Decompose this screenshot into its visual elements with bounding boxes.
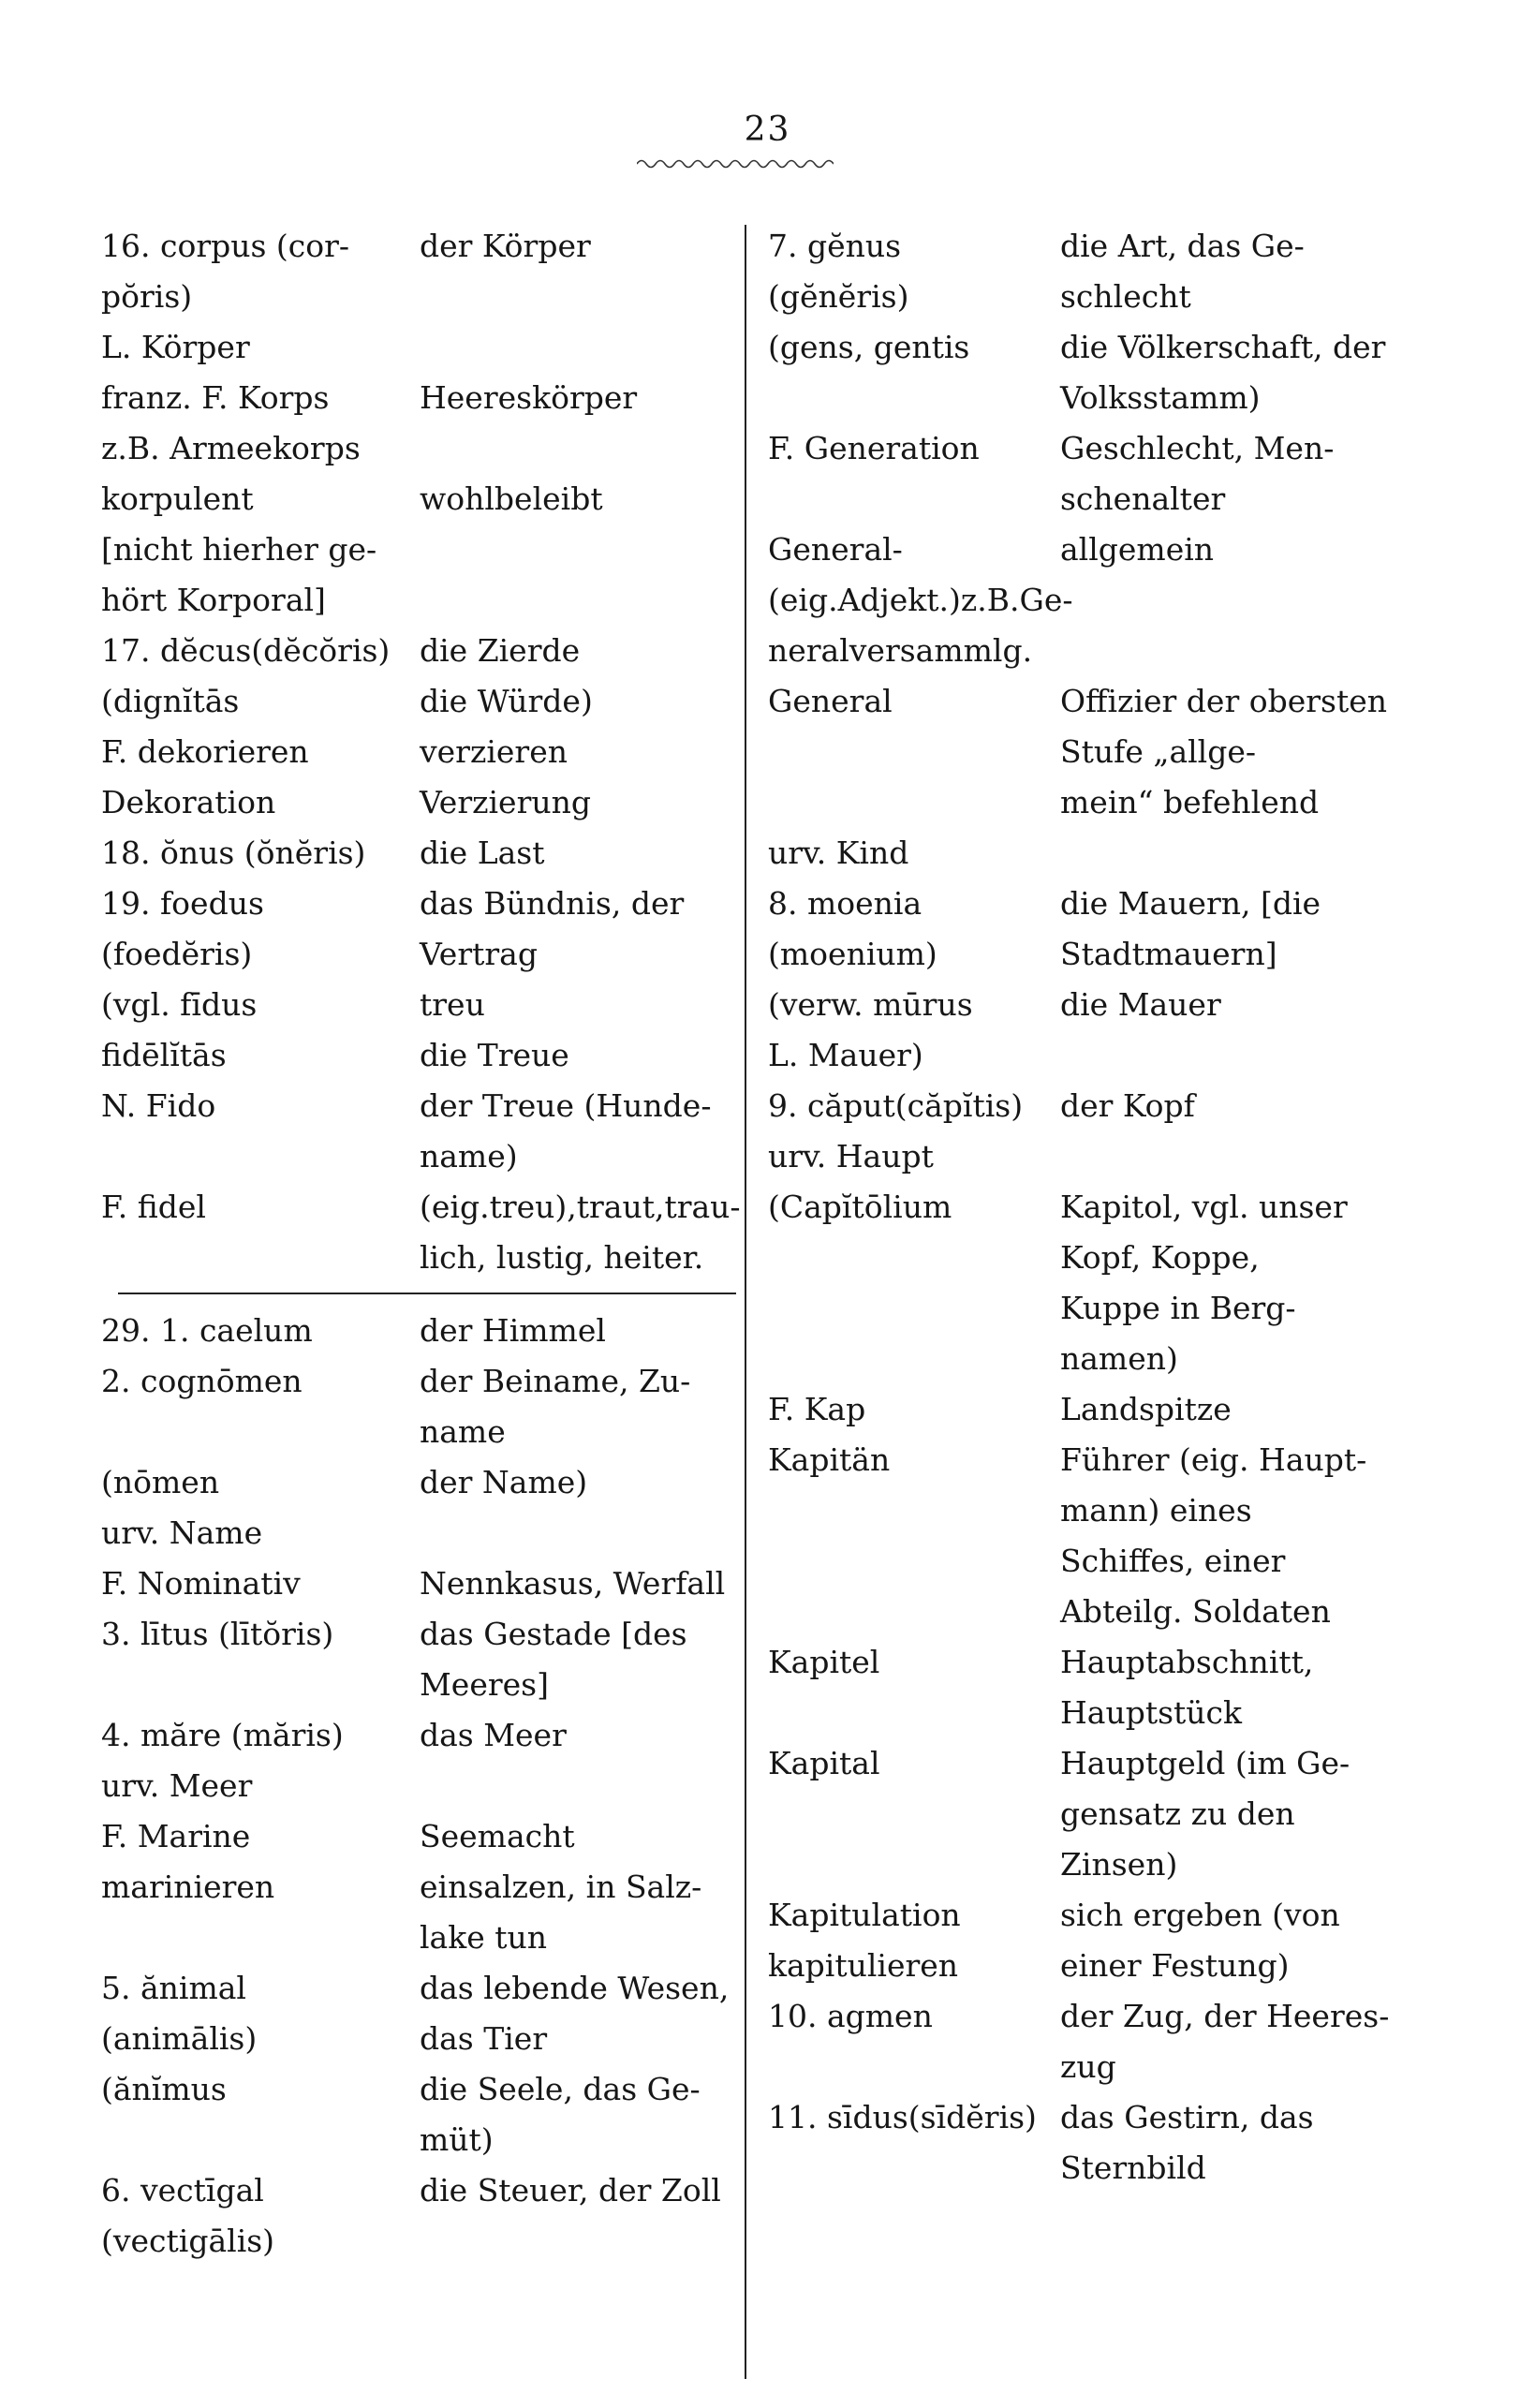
german-meaning: Volksstamm) <box>1060 379 1261 416</box>
dictionary-row <box>768 1435 1508 1485</box>
dictionary-row <box>101 777 738 828</box>
dictionary-row <box>101 1457 738 1508</box>
dictionary-row <box>101 980 738 1030</box>
dictionary-row <box>101 1131 738 1182</box>
german-meaning: der Kopf <box>1060 1087 1195 1124</box>
latin-term: 11. sīdus(sīdĕris) <box>768 2099 1037 2135</box>
latin-term: 5. ănimal <box>101 1970 246 2006</box>
latin-term: 4. măre (măris) <box>101 1717 344 1753</box>
german-meaning: müt) <box>420 2121 494 2158</box>
decorative-wave-rule <box>637 157 834 170</box>
german-meaning: Hauptgeld (im Ge- <box>1060 1745 1351 1781</box>
left-column <box>101 221 741 2267</box>
latin-term: Kapitulation <box>768 1897 961 1933</box>
german-meaning: Meeres] <box>420 1666 549 1703</box>
dictionary-row <box>768 828 1508 879</box>
dictionary-row <box>768 980 1508 1030</box>
latin-term: urv. Name <box>101 1514 263 1551</box>
german-meaning: Nennkasus, Werfall <box>420 1565 726 1602</box>
dictionary-row <box>768 727 1508 777</box>
german-meaning: Offizier der obersten <box>1060 683 1387 719</box>
german-meaning: mein“ befehlend <box>1060 784 1320 820</box>
german-meaning: Abteilg. Soldaten <box>1060 1593 1331 1630</box>
latin-term: 29. 1. caelum <box>101 1312 313 1349</box>
latin-term: kapitulieren <box>768 1947 959 1984</box>
german-meaning: die Völkerschaft, der <box>1060 329 1386 365</box>
german-meaning: Kopf, Koppe, <box>1060 1239 1260 1276</box>
german-meaning: Stadtmauern] <box>1060 936 1277 972</box>
german-meaning: Hauptstück <box>1060 1694 1243 1731</box>
german-meaning: schenalter <box>1060 480 1226 517</box>
german-meaning: der Himmel <box>420 1312 606 1349</box>
dictionary-row <box>101 524 738 575</box>
latin-term: urv. Kind <box>768 835 909 871</box>
german-meaning: die Seele, das Ge- <box>420 2071 701 2107</box>
dictionary-row <box>768 1839 1508 1890</box>
dictionary-row <box>101 879 738 929</box>
dictionary-row <box>101 1862 738 1913</box>
german-meaning: die Steuer, der Zoll <box>420 2172 721 2209</box>
dictionary-row <box>101 1963 738 2014</box>
german-meaning: treu <box>420 986 485 1023</box>
german-meaning: die Würde) <box>420 683 593 719</box>
dictionary-row <box>768 1283 1508 1334</box>
dictionary-row <box>101 727 738 777</box>
dictionary-row <box>101 1306 738 1356</box>
latin-term: (gĕnĕris) <box>768 278 909 315</box>
latin-term: 9. căput(căpĭtis) <box>768 1087 1024 1124</box>
dictionary-row <box>101 1559 738 1609</box>
dictionary-row <box>768 474 1508 524</box>
german-meaning: Sternbild <box>1060 2149 1206 2186</box>
latin-term: korpulent <box>101 480 254 517</box>
latin-term: (Capĭtōlium <box>768 1189 952 1225</box>
dictionary-row <box>101 423 738 474</box>
latin-term: (moenium) <box>768 936 937 972</box>
german-meaning: zug <box>1060 2048 1116 2085</box>
right-column <box>768 221 1508 2194</box>
latin-term: marinieren <box>101 1869 275 1905</box>
dictionary-row <box>768 1536 1508 1587</box>
german-meaning: die Art, das Ge- <box>1060 228 1305 264</box>
dictionary-row <box>768 879 1508 929</box>
dictionary-row <box>101 2165 738 2216</box>
dictionary-row <box>768 1485 1508 1536</box>
dictionary-row <box>101 626 738 676</box>
dictionary-row <box>768 1384 1508 1435</box>
latin-term: (ănĭmus <box>101 2071 227 2107</box>
dictionary-row <box>768 1182 1508 1233</box>
german-meaning: der Treue (Hunde- <box>420 1087 712 1124</box>
latin-term: 6. vectīgal <box>101 2172 264 2209</box>
dictionary-row <box>101 1609 738 1660</box>
latin-term: neralversammlg. <box>768 632 1033 669</box>
dictionary-row <box>101 2115 738 2165</box>
german-meaning: verzieren <box>420 733 568 770</box>
dictionary-row <box>768 1789 1508 1839</box>
latin-term: 16. corpus (cor- <box>101 228 350 264</box>
latin-term: F. Marine <box>101 1818 251 1854</box>
german-meaning: der Name) <box>420 1464 588 1500</box>
dictionary-row <box>101 2014 738 2064</box>
dictionary-row <box>101 373 738 423</box>
latin-term: z.B. Armeekorps <box>101 430 361 466</box>
german-meaning: das Meer <box>420 1717 567 1753</box>
latin-term: urv. Meer <box>101 1767 253 1804</box>
dictionary-row <box>101 1710 738 1761</box>
dictionary-row <box>768 777 1508 828</box>
german-meaning: die Mauern, [die <box>1060 885 1321 922</box>
latin-term: General <box>768 683 893 719</box>
german-meaning: die Treue <box>420 1037 569 1073</box>
dictionary-row <box>768 929 1508 980</box>
latin-term: (animālis) <box>101 2020 258 2057</box>
dictionary-row <box>101 676 738 727</box>
dictionary-row <box>101 1407 738 1457</box>
dictionary-row <box>768 2092 1508 2143</box>
latin-term: F. dekorieren <box>101 733 309 770</box>
dictionary-row <box>101 474 738 524</box>
latin-term: L. Körper <box>101 329 250 365</box>
german-meaning: die Last <box>420 835 545 871</box>
dictionary-row <box>101 1182 741 1233</box>
german-meaning: (eig.treu),traut,trau- <box>420 1189 741 1225</box>
dictionary-row <box>768 1941 1508 1991</box>
german-meaning: Kuppe in Berg- <box>1060 1290 1296 1326</box>
latin-term: F. Nominativ <box>101 1565 301 1602</box>
german-meaning: das lebende Wesen, <box>420 1970 730 2006</box>
dictionary-row <box>768 1738 1508 1789</box>
german-meaning: mann) eines <box>1060 1492 1252 1529</box>
german-meaning: lake tun <box>420 1919 548 1956</box>
dictionary-row <box>101 828 738 879</box>
dictionary-row <box>768 1030 1508 1081</box>
dictionary-row <box>768 221 1508 272</box>
latin-term: General- <box>768 531 903 568</box>
dictionary-row <box>101 929 738 980</box>
dictionary-row <box>101 1761 738 1811</box>
dictionary-row <box>101 2216 738 2267</box>
dictionary-row <box>768 1587 1508 1637</box>
german-meaning: das Bündnis, der <box>420 885 685 922</box>
german-meaning: der Beiname, Zu- <box>420 1363 691 1399</box>
dictionary-row <box>101 1811 738 1862</box>
german-meaning: die Mauer <box>1060 986 1221 1023</box>
dictionary-row <box>768 373 1508 423</box>
dictionary-row <box>768 575 1508 626</box>
dictionary-row <box>101 1030 738 1081</box>
german-meaning: das Tier <box>420 2020 548 2057</box>
latin-term: (vectigālis) <box>101 2223 275 2259</box>
dictionary-row <box>101 322 738 373</box>
latin-term: Kapitel <box>768 1644 880 1680</box>
dictionary-row <box>768 1131 1508 1182</box>
dictionary-row <box>768 1334 1508 1384</box>
german-meaning: lich, lustig, heiter. <box>420 1239 704 1276</box>
latin-term: 7. gĕnus <box>768 228 902 264</box>
dictionary-row <box>768 2143 1508 2194</box>
latin-term: L. Mauer) <box>768 1037 923 1073</box>
latin-term: (verw. mūrus <box>768 986 973 1023</box>
latin-term: 2. cognōmen <box>101 1363 303 1399</box>
latin-term: franz. F. Korps <box>101 379 330 416</box>
german-meaning: Schiffes, einer <box>1060 1543 1286 1579</box>
german-meaning: name <box>420 1413 506 1450</box>
dictionary-row <box>768 524 1508 575</box>
column-divider <box>745 225 746 2379</box>
german-meaning: Vertrag <box>420 936 538 972</box>
dictionary-row <box>101 1660 738 1710</box>
latin-term: Kapital <box>768 1745 880 1781</box>
german-meaning: sich ergeben (von <box>1060 1897 1340 1933</box>
latin-term: (eig.Adjekt.)z.B.Ge- <box>768 582 1073 618</box>
german-meaning: Heereskörper <box>420 379 638 416</box>
section-separator <box>118 1293 736 1294</box>
dictionary-row <box>101 1508 738 1559</box>
dictionary-row <box>101 272 738 322</box>
latin-term: 19. foedus <box>101 885 264 922</box>
latin-term: (nōmen <box>101 1464 220 1500</box>
latin-term: (vgl. fīdus <box>101 986 258 1023</box>
dictionary-row <box>101 1356 738 1407</box>
dictionary-row <box>768 1890 1508 1941</box>
dictionary-row <box>768 272 1508 322</box>
german-meaning: Stufe „allge- <box>1060 733 1257 770</box>
german-meaning: der Körper <box>420 228 591 264</box>
dictionary-row <box>768 322 1508 373</box>
dictionary-row <box>768 423 1508 474</box>
german-meaning: schlecht <box>1060 278 1191 315</box>
dictionary-row <box>768 1637 1508 1688</box>
dictionary-row <box>101 221 738 272</box>
german-meaning: gensatz zu den <box>1060 1795 1295 1832</box>
latin-term: fidēlĭtās <box>101 1037 227 1073</box>
latin-term: Dekoration <box>101 784 276 820</box>
german-meaning: das Gestade [des <box>420 1616 687 1652</box>
dictionary-row <box>768 1688 1508 1738</box>
dictionary-row <box>768 2042 1508 2092</box>
dictionary-row <box>768 1081 1508 1131</box>
german-meaning: wohlbeleibt <box>420 480 603 517</box>
german-meaning: Führer (eig. Haupt- <box>1060 1441 1367 1478</box>
german-meaning: der Zug, der Heeres- <box>1060 1998 1390 2034</box>
page-number: 23 <box>744 111 791 149</box>
latin-term: 17. dĕcus(dĕcŏris) <box>101 632 391 669</box>
german-meaning: Verzierung <box>420 784 591 820</box>
german-meaning: allgemein <box>1060 531 1215 568</box>
german-meaning: Zinsen) <box>1060 1846 1178 1883</box>
latin-term: (foedĕris) <box>101 936 253 972</box>
german-meaning: Kapitol, vgl. unser <box>1060 1189 1348 1225</box>
latin-term: 3. lītus (lītŏris) <box>101 1616 334 1652</box>
german-meaning: das Gestirn, das <box>1060 2099 1314 2135</box>
german-meaning: die Zierde <box>420 632 581 669</box>
latin-term: urv. Haupt <box>768 1138 934 1174</box>
latin-term: F. fidel <box>101 1189 206 1225</box>
german-meaning: Hauptabschnitt, <box>1060 1644 1314 1680</box>
dictionary-row <box>768 1233 1508 1283</box>
latin-term: hört Korporal] <box>101 582 326 618</box>
latin-term: pŏris) <box>101 278 193 315</box>
latin-term: Kapitän <box>768 1441 891 1478</box>
latin-term: (gens, gentis <box>768 329 970 365</box>
german-meaning: name) <box>420 1138 518 1174</box>
dictionary-row <box>768 1991 1508 2042</box>
german-meaning: Geschlecht, Men- <box>1060 430 1335 466</box>
dictionary-row <box>768 626 1508 676</box>
latin-term: 18. ŏnus (ŏnĕris) <box>101 835 366 871</box>
latin-term: (dignĭtās <box>101 683 240 719</box>
dictionary-row <box>101 1233 738 1283</box>
latin-term: N. Fido <box>101 1087 216 1124</box>
dictionary-row <box>101 575 738 626</box>
latin-term: 10. agmen <box>768 1998 933 2034</box>
german-meaning: namen) <box>1060 1340 1178 1377</box>
latin-term: [nicht hierher ge- <box>101 531 377 568</box>
dictionary-row <box>768 676 1508 727</box>
dictionary-row <box>101 1913 738 1963</box>
german-meaning: einer Festung) <box>1060 1947 1290 1984</box>
latin-term: F. Generation <box>768 430 980 466</box>
dictionary-row <box>101 2064 738 2115</box>
german-meaning: Seemacht <box>420 1818 575 1854</box>
latin-term: F. Kap <box>768 1391 866 1427</box>
german-meaning: Landspitze <box>1060 1391 1232 1427</box>
dictionary-row <box>101 1081 738 1131</box>
latin-term: 8. moenia <box>768 885 922 922</box>
german-meaning: einsalzen, in Salz- <box>420 1869 702 1905</box>
